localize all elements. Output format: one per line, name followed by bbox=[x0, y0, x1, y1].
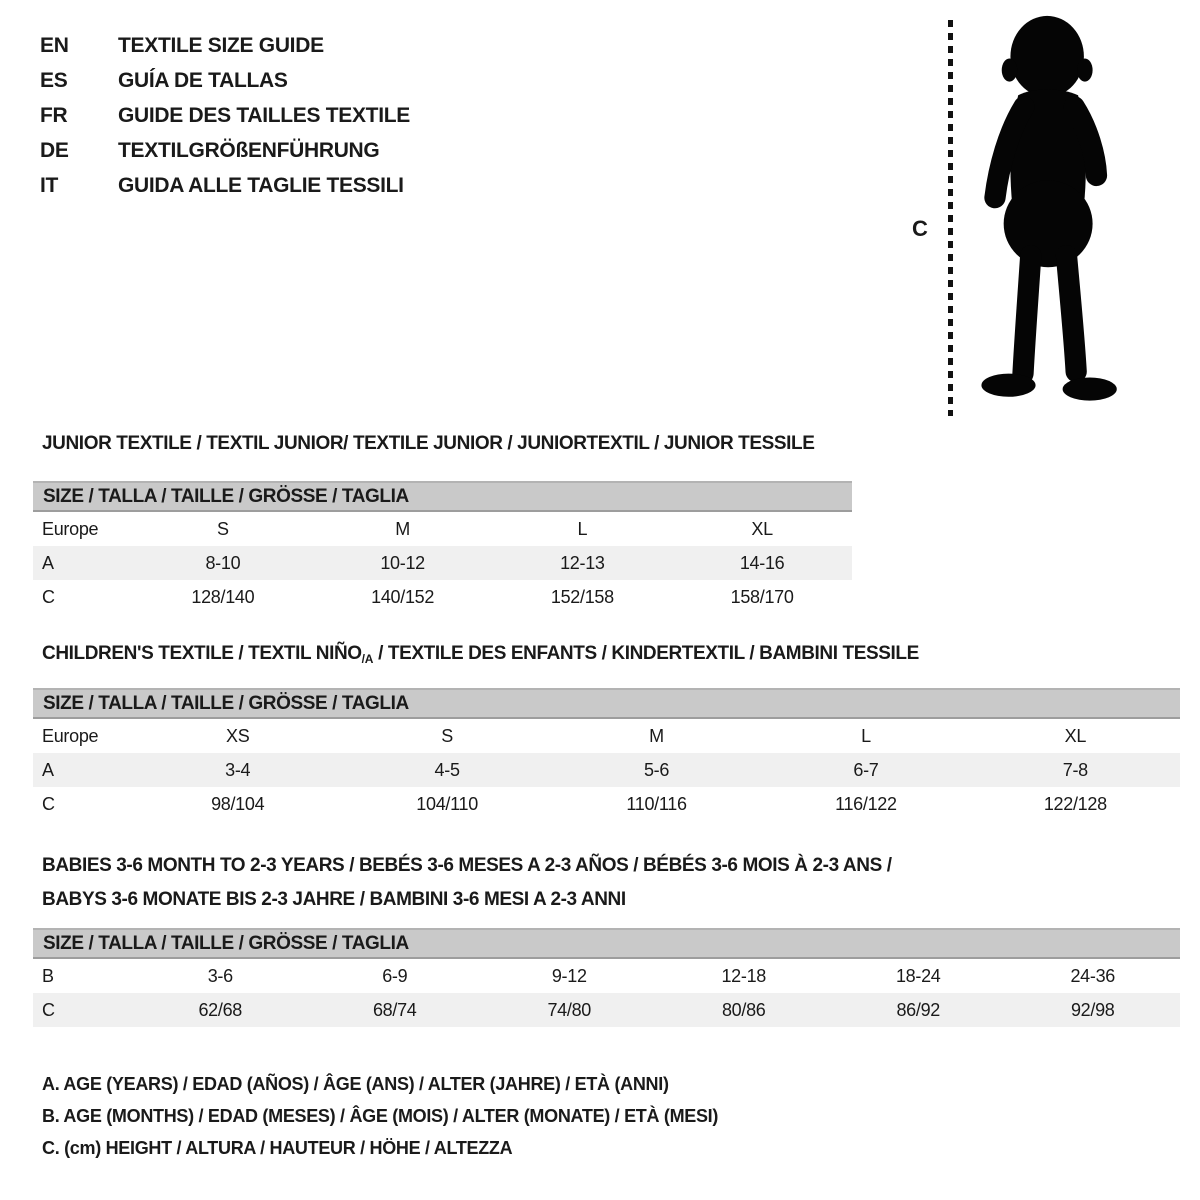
value-cell: 86/92 bbox=[896, 999, 941, 1020]
value-cell: 7-8 bbox=[1062, 759, 1088, 780]
size-cell: S bbox=[441, 725, 453, 746]
row-label: C bbox=[42, 999, 55, 1020]
language-row bbox=[40, 63, 410, 98]
value-cell: 12-18 bbox=[721, 965, 767, 986]
value-cell: 98/104 bbox=[211, 793, 265, 814]
value-cell: 6-7 bbox=[853, 759, 879, 780]
table-row bbox=[33, 959, 1180, 993]
language-title: TEXTILE SIZE GUIDE bbox=[118, 33, 324, 57]
value-cell: 128/140 bbox=[191, 586, 255, 607]
value-cell: 158/170 bbox=[730, 586, 794, 607]
value-cell: 3-6 bbox=[207, 965, 233, 986]
language-title: GUIDA ALLE TAGLIE TESSILI bbox=[118, 173, 404, 197]
section-title-children-main: CHILDREN'S TEXTILE / TEXTIL NIÑO bbox=[42, 643, 362, 664]
section-title-children bbox=[42, 643, 919, 666]
size-header-bar: SIZE / TALLA / TAILLE / GRÖSSE / TAGLIA bbox=[33, 688, 1180, 719]
table-row bbox=[33, 546, 852, 580]
legend bbox=[42, 1068, 718, 1164]
language-row bbox=[40, 133, 410, 168]
row-label: C bbox=[42, 586, 55, 607]
value-cell: 140/152 bbox=[371, 586, 435, 607]
height-measure-label: C bbox=[912, 216, 928, 241]
table-row bbox=[33, 787, 1180, 821]
language-code: IT bbox=[40, 173, 59, 197]
language-title: TEXTILGRÖßENFÜHRUNG bbox=[118, 138, 380, 162]
size-cell: M bbox=[649, 725, 664, 746]
legend-line-c: C. (cm) HEIGHT / ALTURA / HAUTEUR / HÖHE / ALTEZZA bbox=[42, 1137, 513, 1158]
value-cell: 9-12 bbox=[551, 965, 587, 986]
language-title: GUÍA DE TALLAS bbox=[118, 68, 288, 92]
language-code: EN bbox=[40, 33, 69, 57]
language-code: DE bbox=[40, 138, 69, 162]
size-table-babies bbox=[33, 928, 1180, 1027]
height-measure-dotted-line bbox=[948, 20, 953, 416]
value-cell: 68/74 bbox=[372, 999, 417, 1020]
section-title-children-rest: / TEXTILE DES ENFANTS / KINDERTEXTIL / BAMBINI TESSILE bbox=[373, 643, 919, 664]
language-code: ES bbox=[40, 68, 68, 92]
table-row bbox=[33, 512, 852, 546]
value-cell: 62/68 bbox=[198, 999, 243, 1020]
size-cell: XL bbox=[1064, 725, 1087, 746]
language-row bbox=[40, 28, 410, 63]
size-cell: S bbox=[217, 518, 229, 539]
value-cell: 8-10 bbox=[205, 552, 241, 573]
value-cell: 4-5 bbox=[434, 759, 460, 780]
size-header-bar: SIZE / TALLA / TAILLE / GRÖSSE / TAGLIA bbox=[33, 481, 852, 512]
size-cell: XL bbox=[751, 518, 773, 539]
value-cell: 92/98 bbox=[1070, 999, 1115, 1020]
size-table-children bbox=[33, 688, 1180, 821]
value-cell: 14-16 bbox=[739, 552, 785, 573]
size-header-bar: SIZE / TALLA / TAILLE / GRÖSSE / TAGLIA bbox=[33, 928, 1180, 959]
section-title-babies-line2: BABYS 3-6 MONATE BIS 2-3 JAHRE / BAMBINI 3-6 MESI A 2-3 ANNI bbox=[42, 889, 626, 910]
language-title: GUIDE DES TAILLES TEXTILE bbox=[118, 103, 410, 127]
row-label: A bbox=[42, 759, 54, 780]
row-label: A bbox=[42, 552, 54, 573]
size-cell: XS bbox=[225, 725, 250, 746]
size-cell: L bbox=[577, 518, 588, 539]
value-cell: 104/110 bbox=[416, 793, 478, 814]
value-cell: 10-12 bbox=[380, 552, 425, 573]
language-header bbox=[40, 28, 410, 203]
value-cell: 5-6 bbox=[643, 759, 670, 780]
section-title-junior: JUNIOR TEXTILE / TEXTIL JUNIOR/ TEXTILE JUNIOR / JUNIORTEXTIL / JUNIOR TESSILE bbox=[42, 433, 815, 454]
table-row bbox=[33, 580, 852, 614]
legend-line-a: A. AGE (YEARS) / EDAD (AÑOS) / ÂGE (ANS) / ALTER (JAHRE) / ETÀ (ANNI) bbox=[42, 1073, 669, 1094]
section-title-children-sub: /A bbox=[361, 652, 374, 666]
size-table-junior bbox=[33, 481, 852, 614]
value-cell: 24-36 bbox=[1070, 965, 1116, 986]
table-row bbox=[33, 719, 1180, 753]
value-cell: 80/86 bbox=[721, 999, 766, 1020]
legend-line-b: B. AGE (MONTHS) / EDAD (MESES) / ÂGE (MOIS) / ALTER (MONATE) / ETÀ (MESI) bbox=[42, 1105, 719, 1126]
value-cell: 110/116 bbox=[626, 793, 687, 814]
language-code: FR bbox=[40, 103, 68, 127]
value-cell: 122/128 bbox=[1043, 793, 1107, 814]
toddler-silhouette-image bbox=[968, 14, 1136, 425]
value-cell: 18-24 bbox=[895, 965, 941, 986]
value-cell: 152/158 bbox=[550, 586, 614, 607]
table-row bbox=[33, 753, 1180, 787]
language-row bbox=[40, 98, 410, 133]
value-cell: 116/122 bbox=[835, 793, 897, 814]
section-title-babies-line1: BABIES 3-6 MONTH TO 2-3 YEARS / BEBÉS 3-6 MESES A 2-3 AÑOS / BÉBÉS 3-6 MOIS À 2-3 ANS / bbox=[42, 855, 892, 876]
value-cell: 6-9 bbox=[382, 965, 408, 986]
row-label: B bbox=[42, 965, 54, 986]
row-label: Europe bbox=[42, 518, 99, 539]
row-label: Europe bbox=[42, 725, 99, 746]
value-cell: 3-4 bbox=[225, 759, 251, 780]
size-cell: M bbox=[395, 518, 410, 539]
row-label: C bbox=[42, 793, 55, 814]
value-cell: 74/80 bbox=[547, 999, 592, 1020]
language-row bbox=[40, 168, 410, 203]
size-cell: L bbox=[861, 725, 871, 746]
value-cell: 12-13 bbox=[560, 552, 605, 573]
table-row bbox=[33, 993, 1180, 1027]
section-title-babies bbox=[42, 849, 892, 917]
